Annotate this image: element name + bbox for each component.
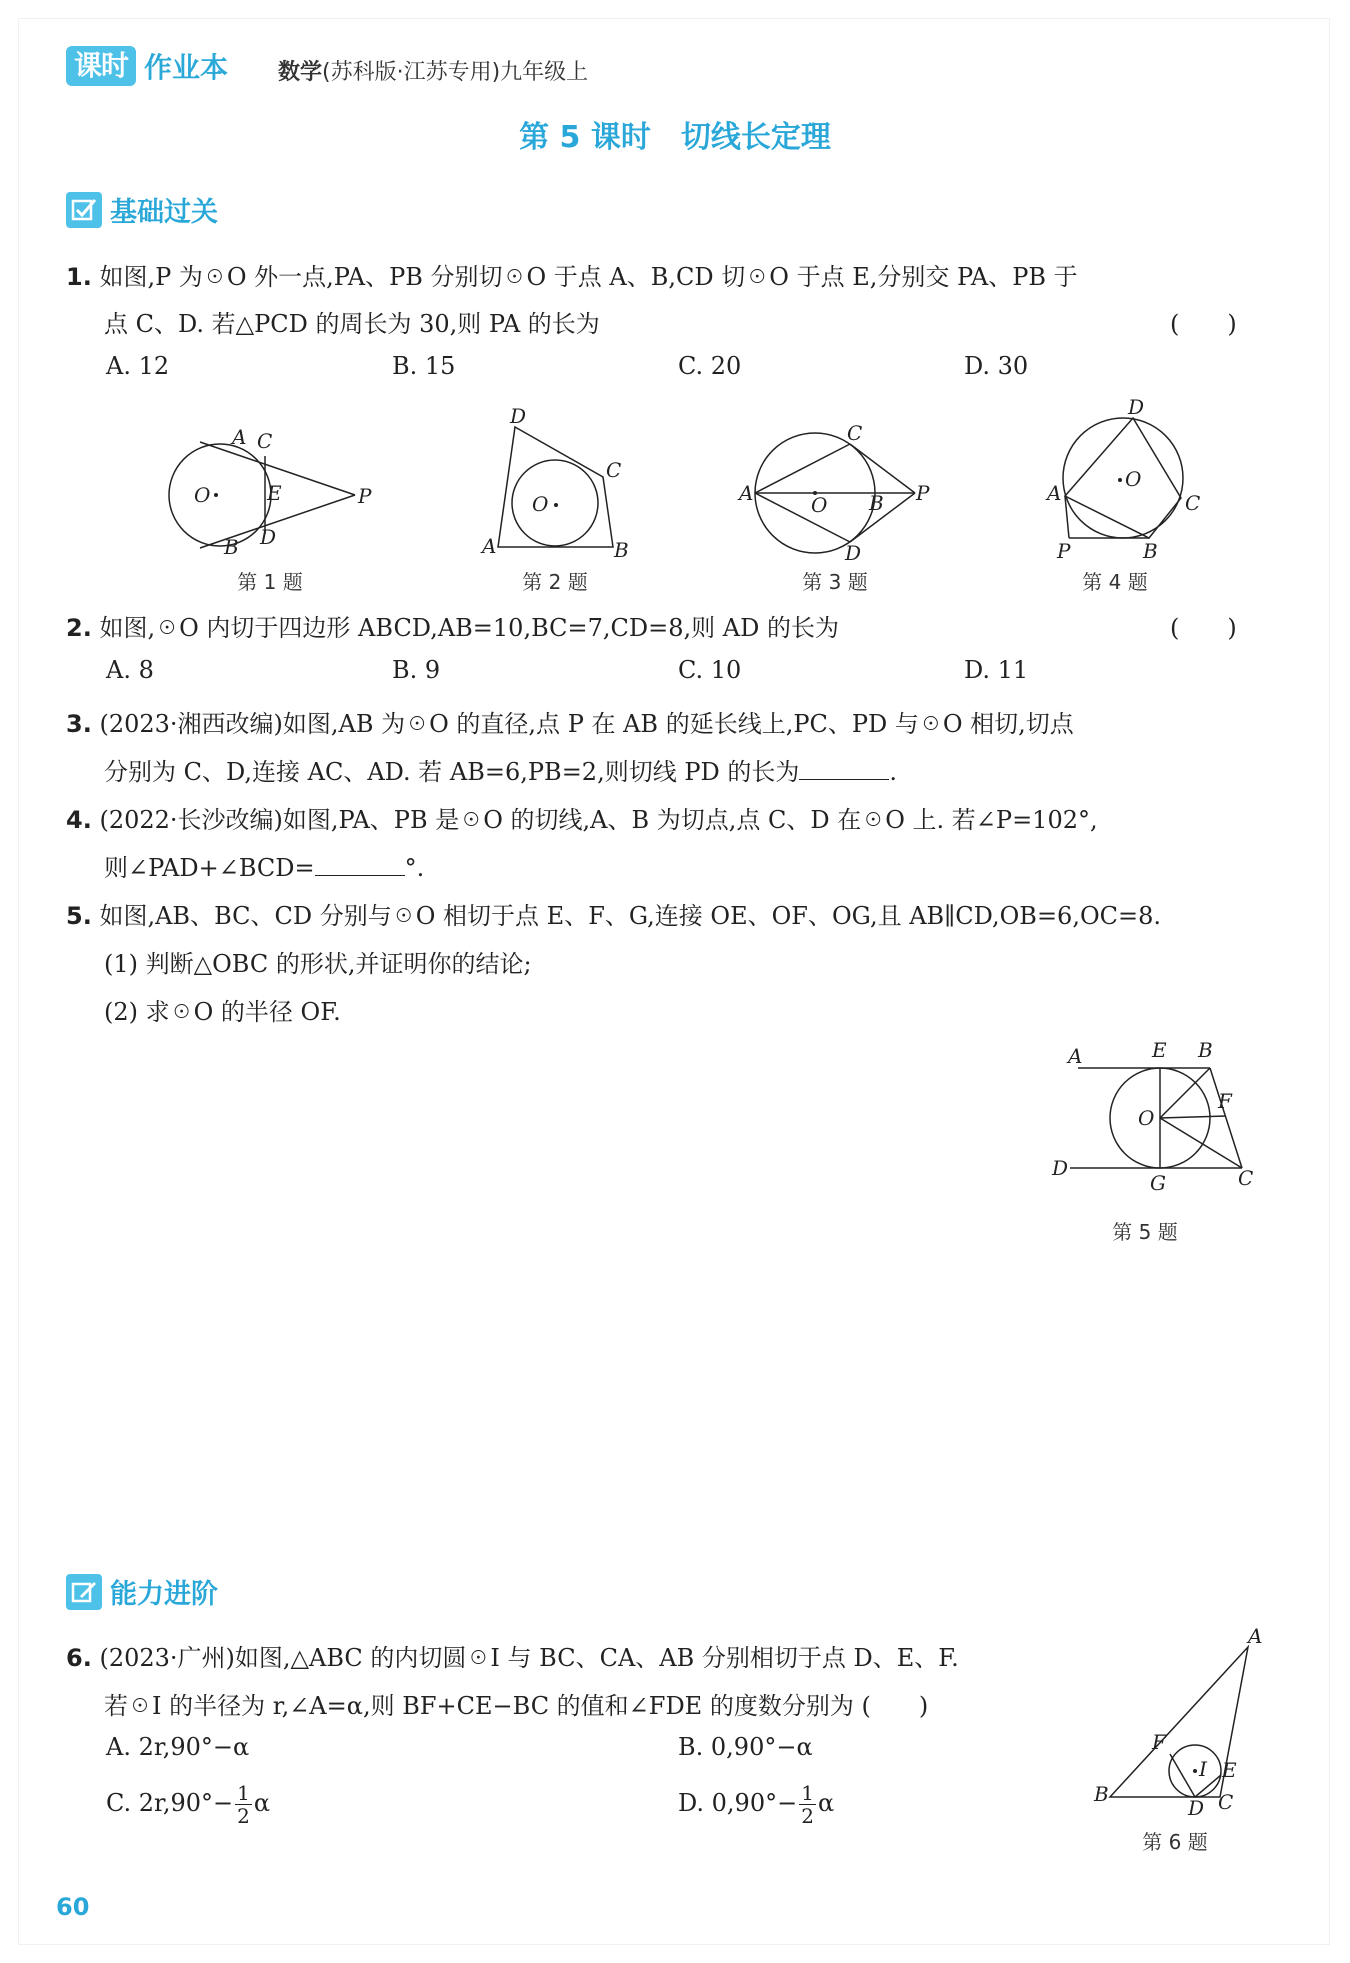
fig3-tangent-pc [850,444,915,493]
fig4-label-b: B [1143,539,1158,563]
q3-line2 [104,752,897,787]
fig3-label-c: C [847,421,863,445]
q4-text2: 则∠PAD+∠BCD= [104,854,315,882]
q5-sub1: (1) 判断△OBC 的形状,并证明你的结论; [104,950,532,978]
fig3-label-d: D [845,541,862,565]
q3-number: 3. [66,710,92,738]
fig2-label-c: C [606,458,622,482]
fig3-caption: 第 3 题 [802,570,868,594]
q4-text1: (2022·长沙改编)如图,PA、PB 是☉O 的切线,A、B 为切点,点 C、D 在☉O 上. 若∠P=102°, [99,806,1098,834]
section-basic-label: 基础过关 [110,197,218,228]
q1-option-b: B. 15 [392,352,456,380]
q6-option-c-var: α [253,1789,271,1817]
fig6-label-d: D [1188,1796,1205,1820]
fig5-label-g: G [1150,1171,1166,1195]
fig3-label-a: A [739,481,754,505]
q6-option-d [678,1782,834,1827]
fig1-label-e: E [267,481,282,505]
q1-option-c: C. 20 [678,352,742,380]
q1-line1 [66,257,1078,292]
figure-4 [1035,398,1205,567]
fig1-label-d: D [260,525,277,549]
q2-line1 [66,608,839,643]
q3-text2-end: . [889,758,897,786]
fig6-label-f: F [1152,1730,1166,1754]
q6-option-c-text: C. 2r,90°− [106,1789,234,1817]
subject-main: 数学 [278,60,323,85]
brand-name: 作业本 [144,51,229,84]
brand-header [66,46,228,86]
q2-option-c: C. 10 [678,656,742,684]
q6-option-c-fraction [235,1782,252,1827]
q2-option-b: B. 9 [392,656,441,684]
fig2-label-a: A [482,534,497,558]
q6-text2: 若☉I 的半径为 r,∠A=α,则 BF+CE−BC 的值和∠FDE 的度数分别为 [104,1692,854,1720]
q6-option-b: B. 0,90°−α [678,1733,813,1761]
fig1-caption: 第 1 题 [237,570,303,594]
fig4-label-o: O [1125,467,1142,491]
fig3-label-p: P [916,481,930,505]
fig6-label-c: C [1218,1790,1234,1814]
figure-3 [735,420,935,569]
fig5-label-o: O [1138,1106,1155,1130]
fig4-caption: 第 4 题 [1082,570,1148,594]
q4-line1 [66,800,1098,835]
fig6-label-i: I [1199,1757,1207,1781]
figure-2 [470,405,650,569]
q4-line2 [104,848,424,883]
fig6-label-e: E [1222,1758,1237,1782]
fig1-label-b: B [224,535,239,559]
q6-text1: (2023·广州)如图,△ABC 的内切圆☉I 与 BC、CA、AB 分别相切于点 D、E、F. [99,1644,959,1672]
fig6-caption: 第 6 题 [1142,1830,1208,1854]
fig1-label-o: O [194,483,211,507]
fig6-label-a: A [1248,1625,1263,1648]
fig4-quadrilateral [1065,418,1181,538]
fraction-denominator: 2 [237,1804,250,1828]
fig3-label-o: O [811,493,828,517]
fraction-numerator: 1 [801,1781,814,1805]
q6-option-a: A. 2r,90°−α [106,1733,250,1761]
figure-1 [150,420,390,569]
fig2-caption: 第 2 题 [522,570,588,594]
q4-text2-end: °. [404,854,425,882]
fig5-label-d: D [1052,1156,1069,1180]
fig1-label-a: A [232,425,247,449]
q6-answer-paren: ( ) [861,1692,929,1720]
fig5-caption: 第 5 题 [1112,1220,1178,1244]
fig5-line-bc [1210,1068,1242,1168]
section-basic [66,190,218,229]
fig4-label-a: A [1047,481,1062,505]
fig5-label-f: F [1218,1089,1232,1113]
page-number: 60 [56,1893,90,1921]
q1-text1: 如图,P 为☉O 外一点,PA、PB 分别切☉O 于点 A、B,CD 切☉O 于点 E,分别交 PA、PB 于 [99,263,1078,291]
fig5-line-oc [1160,1118,1242,1168]
pencil-edit-icon [66,1574,102,1610]
subject-detail: (苏科版·江苏专用)九年级上 [322,60,589,85]
q5-number: 5. [66,902,92,930]
q3-text1: (2023·湘西改编)如图,AB 为☉O 的直径,点 P 在 AB 的延长线上,PC、PD 与☉O 相切,切点 [99,710,1074,738]
section-advanced-label: 能力进阶 [110,1579,218,1610]
q5-line1 [66,896,1161,931]
q1-text2: 点 C、D. 若△PCD 的周长为 30,则 PA 的长为 [104,310,600,338]
q6-line1 [66,1638,959,1673]
q5-sub2: (2) 求☉O 的半径 OF. [104,998,341,1026]
q1-number: 1. [66,263,92,291]
fig2-label-b: B [614,538,629,562]
fig2-incircle [512,460,598,546]
fig2-label-o: O [532,492,549,516]
q6-option-d-text: D. 0,90°− [678,1789,798,1817]
checkbox-icon [66,192,102,228]
q6-option-d-var: α [817,1789,835,1817]
fig5-label-e: E [1152,1038,1167,1062]
fraction-numerator: 1 [237,1781,250,1805]
q2-option-a: A. 8 [106,656,154,684]
q2-answer-paren: ( ) [1170,614,1237,642]
fig4-label-c: C [1185,491,1201,515]
section-advanced [66,1572,218,1611]
q6-option-d-fraction [799,1782,816,1827]
fig6-center-dot [1193,1769,1197,1773]
q3-text2: 分别为 C、D,连接 AC、AD. 若 AB=6,PB=2,则切线 PD 的长为 [104,758,800,786]
figure-5 [1050,1035,1270,1209]
q4-number: 4. [66,806,92,834]
fig5-label-c: C [1238,1166,1254,1190]
q1-option-d: D. 30 [964,352,1029,380]
fraction-denominator: 2 [801,1804,814,1828]
fig1-center-dot [214,493,218,497]
fig4-label-d: D [1128,398,1145,419]
fig1-label-c: C [257,429,273,453]
fig6-label-b: B [1094,1782,1109,1806]
lesson-title: 第 5 课时 切线长定理 [519,120,831,155]
fig6-line-fd [1170,1754,1195,1797]
fig1-circle [169,444,271,546]
q5-text1: 如图,AB、BC、CD 分别与☉O 相切于点 E、F、G,连接 OE、OF、OG,且 AB∥CD,OB=6,OC=8. [99,902,1161,930]
q2-number: 2. [66,614,92,642]
figure-6 [1090,1625,1270,1824]
q1-option-a: A. 12 [106,352,170,380]
q6-line2 [104,1686,928,1721]
brand-logo: 课时 [66,46,136,86]
q2-text1: 如图,☉O 内切于四边形 ABCD,AB=10,BC=7,CD=8,则 AD 的长为 [99,614,839,642]
fig2-label-d: D [510,405,527,428]
fig1-label-p: P [358,484,372,508]
fig5-label-a: A [1068,1044,1083,1068]
q6-option-c [106,1782,270,1827]
fig3-line-ac [755,444,850,493]
fig2-center-dot [554,503,558,507]
fig4-label-p: P [1057,539,1071,563]
q2-option-d: D. 11 [964,656,1029,684]
fig5-line-of [1160,1116,1226,1118]
fig3-line-ad [755,493,850,542]
subject-line [278,55,588,86]
q3-answer-blank[interactable] [799,759,889,780]
fig3-label-b: B [869,491,884,515]
q1-answer-paren: ( ) [1170,310,1237,338]
fig4-center-dot [1118,478,1122,482]
q3-line1 [66,704,1074,739]
q4-answer-blank[interactable] [315,855,405,876]
fig5-label-b: B [1198,1038,1213,1062]
q6-number: 6. [66,1644,92,1672]
